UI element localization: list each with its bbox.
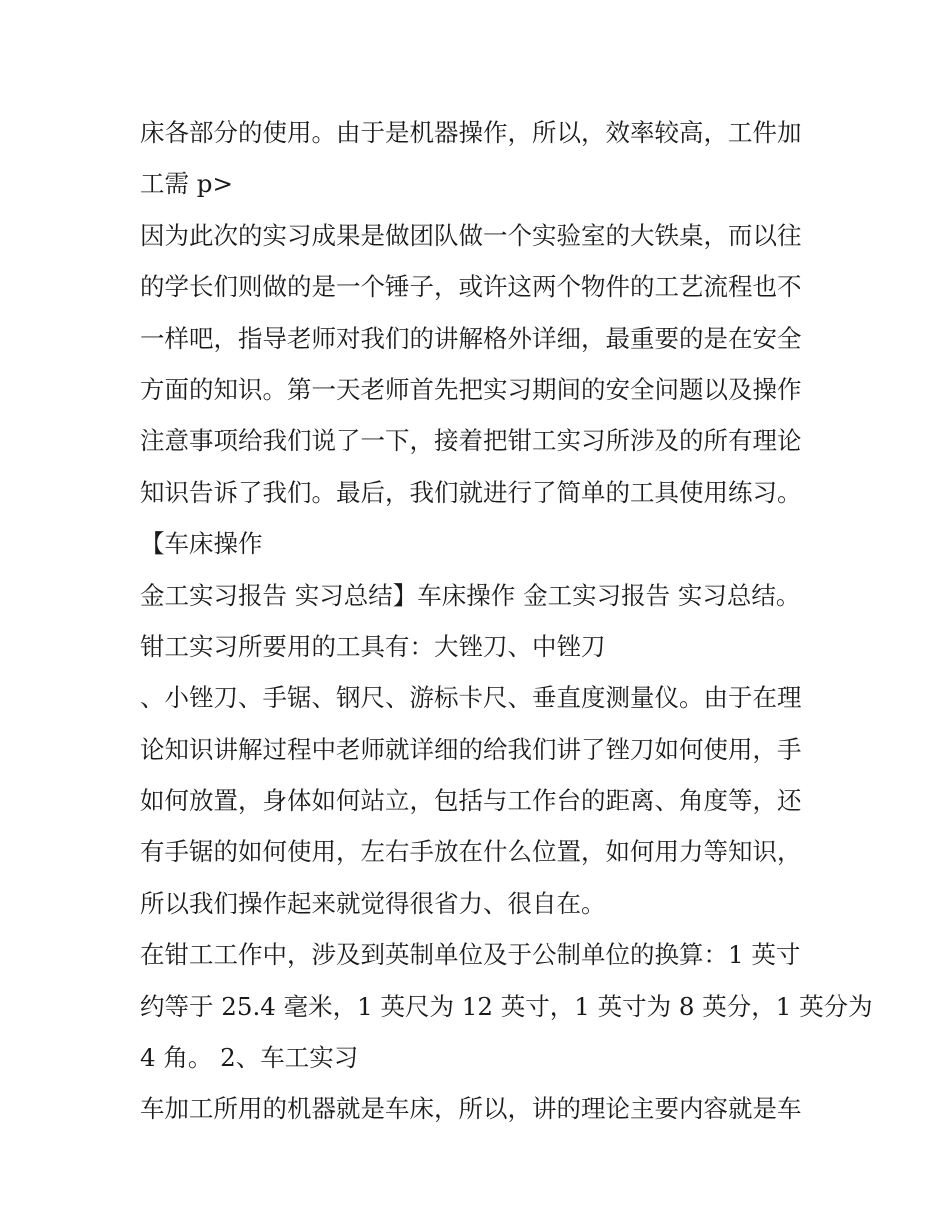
text-line: 方面的知识。第一天老师首先把实习期间的安全问题以及操作 (140, 374, 802, 404)
text-line: 4 角。 2、车工实习 (140, 1043, 359, 1073)
text-line: 注意事项给我们说了一下，接着把钳工实习所涉及的所有理论 (140, 426, 802, 456)
text-line: 如何放置，身体如何站立，包括与工作台的距离、角度等，还 (140, 786, 802, 816)
text-line: 、小锉刀、手锯、钢尺、游标卡尺、垂直度测量仪。由于在理 (140, 683, 802, 713)
text-line: 因为此次的实习成果是做团队做一个实验室的大铁桌，而以往 (140, 220, 802, 250)
text-line: 一样吧，指导老师对我们的讲解格外详细，最重要的是在安全 (140, 323, 802, 353)
text-line: 约等于 25.4 毫米，1 英尺为 12 英寸，1 英寸为 8 英分，1 英分为 (140, 991, 873, 1021)
document-body (140, 107, 873, 1135)
text-line: 知识告诉了我们。最后，我们就进行了简单的工具使用练习。 (140, 477, 802, 507)
text-line: 车加工所用的机器就是车床，所以，讲的理论主要内容就是车 (140, 1094, 802, 1124)
text-line: 钳工实习所要用的工具有：大锉刀、中锉刀 (140, 631, 606, 661)
text-line: 有手锯的如何使用，左右手放在什么位置，如何用力等知识， (140, 837, 802, 867)
text-line: 在钳工工作中，涉及到英制单位及于公制单位的换算：1 英寸 (140, 940, 801, 970)
text-line: 所以我们操作起来就觉得很省力、很自在。 (140, 888, 606, 918)
text-line: 的学长们则做的是一个锤子，或许这两个物件的工艺流程也不 (140, 272, 802, 302)
text-line: 金工实习报告 实习总结】车床操作 金工实习报告 实习总结。 (140, 580, 801, 610)
section-heading: 【车床操作 (140, 529, 263, 559)
text-line: 工需 p> (140, 169, 233, 199)
text-line: 床各部分的使用。由于是机器操作，所以，效率较高，工件加 (140, 118, 802, 147)
text-line: 论知识讲解过程中老师就详细的给我们讲了锉刀如何使用，手 (140, 734, 802, 764)
